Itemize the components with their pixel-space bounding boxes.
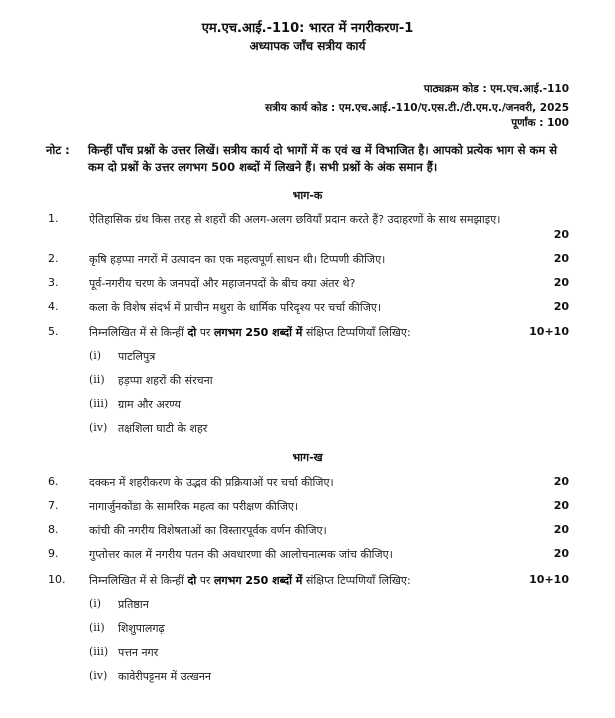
- question-number: 3.: [48, 276, 59, 289]
- sub-question-label: (i): [89, 597, 102, 610]
- sub-question-label: (iv): [89, 669, 108, 682]
- question-text: कृषि हड़प्पा नगरों में उत्पादन का एक महत्वपूर्ण साधन थी। टिप्पणी कीजिए।: [89, 253, 386, 266]
- sub-question-text: हड़प्पा शहरों की संरचना: [118, 374, 213, 387]
- sub-question-label: (i): [89, 349, 102, 362]
- question-marks: 10+10: [529, 325, 569, 338]
- question-text: निम्नलिखित में से किन्हीं दो पर लगभग 250 शब्दों में संक्षिप्त टिप्पणियाँ लिखिए:: [89, 326, 411, 339]
- sub-question-text: पत्तन नगर: [118, 646, 159, 659]
- sub-question-label: (iv): [89, 421, 108, 434]
- question-marks: 20: [553, 475, 569, 488]
- note-text: किन्हीं पाँच प्रश्नों के उत्तर लिखें। सत्रीय कार्य दो भागों में क एवं ख में विभाजित है। आपको प्रत्येक भाग से कम से कम दो प्रश्नों के उत्तर लगभग 500 शब्दों में लिखने हैं। सभी प्रश्नों के अंक समान हैं।: [88, 143, 558, 174]
- sub-question-text: शिशुपालगढ़: [118, 622, 165, 635]
- question-text: निम्नलिखित में से किन्हीं दो पर लगभग 250 शब्दों में संक्षिप्त टिप्पणियाँ लिखिए:: [89, 574, 411, 587]
- question-marks: 20: [553, 300, 569, 313]
- document-subtitle: अध्यापक जाँच सत्रीय कार्य: [249, 39, 366, 53]
- question-text: गुप्तोत्तर काल में नगरीय पतन की अवधारणा की आलोचनात्मक जांच कीजिए।: [89, 548, 393, 561]
- question-marks: 20: [553, 499, 569, 512]
- assignment-code: सत्रीय कार्य कोड : एम.एच.आई.-110/ए.एस.टी./टी.एम.ए./जनवरी, 2025: [265, 102, 569, 114]
- sub-question-label: (ii): [89, 373, 105, 386]
- sub-question-text: पाटलिपुत्र: [118, 350, 156, 363]
- instructions-note: [46, 142, 571, 176]
- document-title: एम.एच.आई.-110: भारत में नगरीकरण-1: [201, 21, 414, 36]
- max-marks: पूर्णांक : 100: [511, 117, 569, 129]
- question-text: ऐतिहासिक ग्रंथ किस तरह से शहरों की अलग-अलग छवियाँ प्रदान करते हैं? उदाहरणों के साथ समझाइए।: [89, 213, 501, 226]
- sub-question-label: (iii): [89, 645, 109, 658]
- question-number: 2.: [48, 252, 59, 265]
- sub-question-label: (iii): [89, 397, 109, 410]
- question-number: 9.: [48, 547, 59, 560]
- question-text: कांची की नगरीय विशेषताओं का विस्तारपूर्वक वर्णन कीजिए।: [89, 524, 327, 537]
- question-number: 5.: [48, 325, 59, 338]
- question-marks: 10+10: [529, 573, 569, 586]
- question-marks: 20: [553, 276, 569, 289]
- question-marks: 20: [553, 252, 569, 265]
- course-code: पाठ्यक्रम कोड : एम.एच.आई.-110: [423, 83, 569, 95]
- question-text: पूर्व-नगरीय चरण के जनपदों और महाजनपदों के बीच क्या अंतर थे?: [89, 277, 356, 290]
- sub-question-text: कावेरीपट्टनम में उत्खनन: [118, 670, 211, 683]
- question-number: 8.: [48, 523, 59, 536]
- sub-question-text: तक्षशिला घाटी के शहर: [118, 422, 208, 435]
- question-number: 10.: [48, 573, 66, 586]
- question-marks: 20: [553, 228, 569, 241]
- sub-question-text: ग्राम और अरण्य: [118, 398, 181, 411]
- question-number: 4.: [48, 300, 59, 313]
- sub-question-text: प्रतिष्ठान: [118, 598, 149, 611]
- question-text: नागार्जुनकोंडा के सामरिक महत्व का परीक्षण कीजिए।: [89, 500, 299, 513]
- section-b-heading: भाग-ख: [292, 451, 323, 464]
- question-marks: 20: [553, 523, 569, 536]
- note-label: नोट :: [46, 143, 70, 157]
- sub-question-label: (ii): [89, 621, 105, 634]
- question-number: 1.: [48, 212, 59, 225]
- section-a-heading: भाग-क: [292, 189, 323, 202]
- question-number: 6.: [48, 475, 59, 488]
- question-number: 7.: [48, 499, 59, 512]
- question-text: दक्कन में शहरीकरण के उद्भव की प्रक्रियाओं पर चर्चा कीजिए।: [89, 476, 334, 489]
- question-marks: 20: [553, 547, 569, 560]
- question-text: कला के विशेष संदर्भ में प्राचीन मथुरा के धार्मिक परिदृश्य पर चर्चा कीजिए।: [89, 301, 382, 314]
